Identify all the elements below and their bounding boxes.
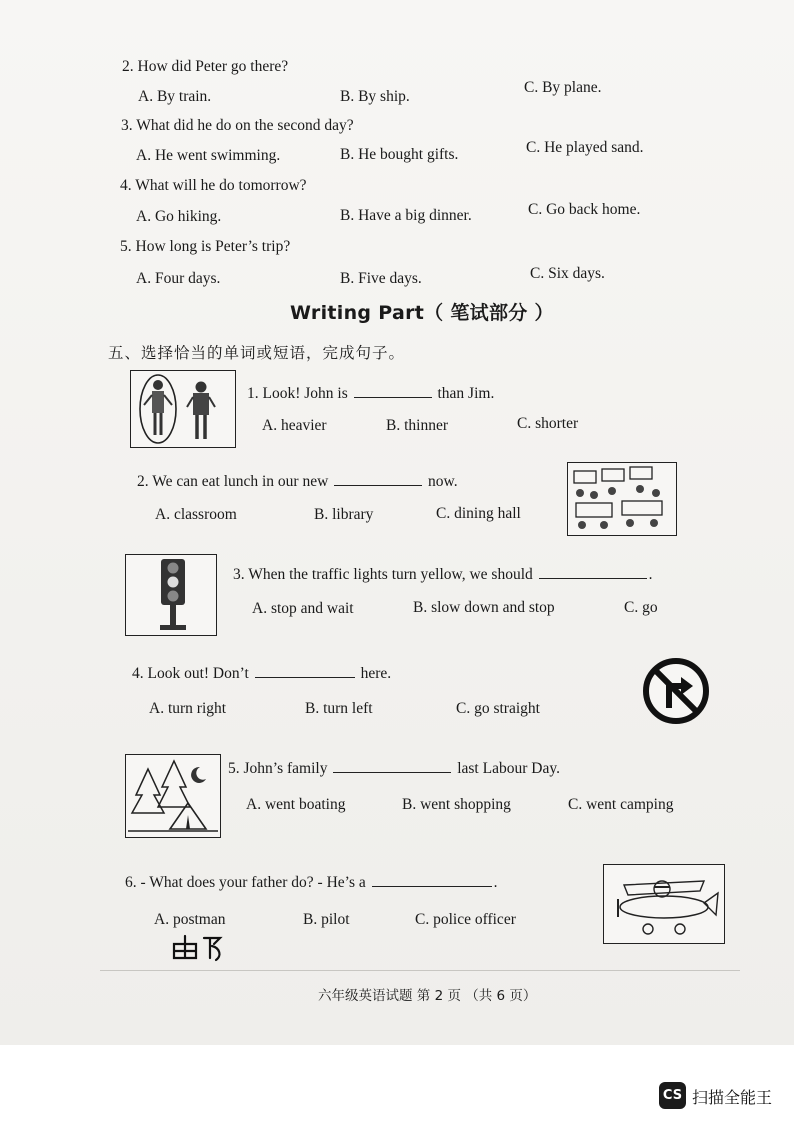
listening-q5-question: 5. How long is Peter’s trip? — [120, 238, 291, 255]
two-kids-picture — [130, 370, 236, 448]
dining-hall-picture — [567, 462, 677, 536]
traffic-light-picture — [125, 554, 217, 636]
writing-q1-option-a: A. heavier — [262, 417, 327, 434]
writing-q3-option-c: C. go — [624, 599, 658, 616]
writing-q3-option-b: B. slow down and stop — [413, 599, 555, 616]
listening-q4-option-b: B. Have a big dinner. — [340, 207, 472, 224]
writing-q2-sentence — [137, 473, 458, 490]
listening-q2-option-c: C. By plane. — [524, 79, 602, 96]
writing-q4-option-b: B. turn left — [305, 700, 373, 717]
writing-q4-post: here. — [360, 665, 392, 682]
listening-q3-option-b: B. He bought gifts. — [340, 146, 459, 163]
listening-q5-option-c: C. Six days. — [530, 265, 605, 282]
writing-q2-option-c: C. dining hall — [436, 505, 521, 522]
writing-q1-pre: 1. Look! John is — [247, 385, 348, 402]
writing-q5-blank[interactable] — [333, 771, 451, 773]
writing-q6-sentence — [125, 874, 498, 891]
page-footer: 六年级英语试题 第 2 页 （共 6 页） — [318, 988, 537, 1004]
writing-q5-pre: 5. John’s family — [228, 760, 328, 777]
listening-q2-option-b: B. By ship. — [340, 88, 410, 105]
writing-part-title: Writing Part（ 笔试部分 ） — [290, 302, 554, 324]
writing-q5-option-a: A. went boating — [246, 796, 346, 813]
listening-q2-option-a: A. By train. — [138, 88, 212, 105]
writing-q4-pre: 4. Look out! Don’t — [132, 665, 249, 682]
writing-q3-post: . — [648, 566, 653, 583]
listening-q3-question: 3. What did he do on the second day? — [121, 117, 354, 134]
writing-q4-sentence — [132, 665, 391, 682]
writing-q3-option-a: A. stop and wait — [252, 600, 354, 617]
camscanner-logo-icon: CS — [659, 1082, 686, 1109]
writing-q6-post: . — [493, 874, 498, 891]
writing-q4-blank[interactable] — [255, 676, 355, 678]
listening-q4-question: 4. What will he do tomorrow? — [120, 177, 307, 194]
writing-q3-blank[interactable] — [539, 577, 647, 579]
writing-q6-option-c: C. police officer — [415, 911, 516, 928]
writing-q3-pre: 3. When the traffic lights turn yellow, we should — [233, 566, 533, 583]
pilot-airplane-picture — [603, 864, 725, 944]
footer-divider — [100, 970, 740, 971]
section-five-instruction: 五、选择恰当的单词或短语，完成句子。 — [108, 344, 406, 362]
writing-q2-post: now. — [428, 473, 458, 490]
writing-q1-option-c: C. shorter — [517, 415, 579, 432]
writing-q1-blank[interactable] — [354, 396, 432, 398]
no-right-turn-sign-icon — [641, 656, 711, 726]
writing-q5-option-b: B. went shopping — [402, 796, 511, 813]
writing-q4-option-c: C. go straight — [456, 700, 540, 717]
writing-q6-option-a: A. postman — [154, 911, 226, 928]
writing-q2-option-b: B. library — [314, 506, 374, 523]
writing-q5-post: last Labour Day. — [457, 760, 560, 777]
listening-q4-option-c: C. Go back home. — [528, 201, 641, 218]
writing-q3-sentence — [233, 566, 653, 583]
handwritten-note — [170, 930, 230, 969]
writing-q5-option-c: C. went camping — [568, 796, 674, 813]
listening-q3-option-a: A. He went swimming. — [136, 147, 281, 164]
listening-q2-question: 2. How did Peter go there? — [122, 58, 289, 75]
writing-q6-pre: 6. - What does your father do? - He’s a — [125, 874, 366, 891]
writing-q2-pre: 2. We can eat lunch in our new — [137, 473, 329, 490]
listening-q5-option-b: B. Five days. — [340, 270, 422, 287]
writing-q4-option-a: A. turn right — [149, 700, 227, 717]
writing-q1-sentence — [247, 385, 494, 402]
camscanner-watermark: 扫描全能王 — [692, 1088, 773, 1107]
listening-q3-option-c: C. He played sand. — [526, 139, 644, 156]
writing-q5-sentence — [228, 760, 560, 777]
writing-q1-post: than Jim. — [437, 385, 495, 402]
listening-q4-option-a: A. Go hiking. — [136, 208, 222, 225]
camping-picture — [125, 754, 221, 838]
writing-q6-option-b: B. pilot — [303, 911, 350, 928]
listening-q5-option-a: A. Four days. — [136, 270, 221, 287]
writing-q6-blank[interactable] — [372, 885, 492, 887]
writing-q2-option-a: A. classroom — [155, 506, 237, 523]
writing-q2-blank[interactable] — [334, 484, 422, 486]
writing-q1-option-b: B. thinner — [386, 417, 448, 434]
